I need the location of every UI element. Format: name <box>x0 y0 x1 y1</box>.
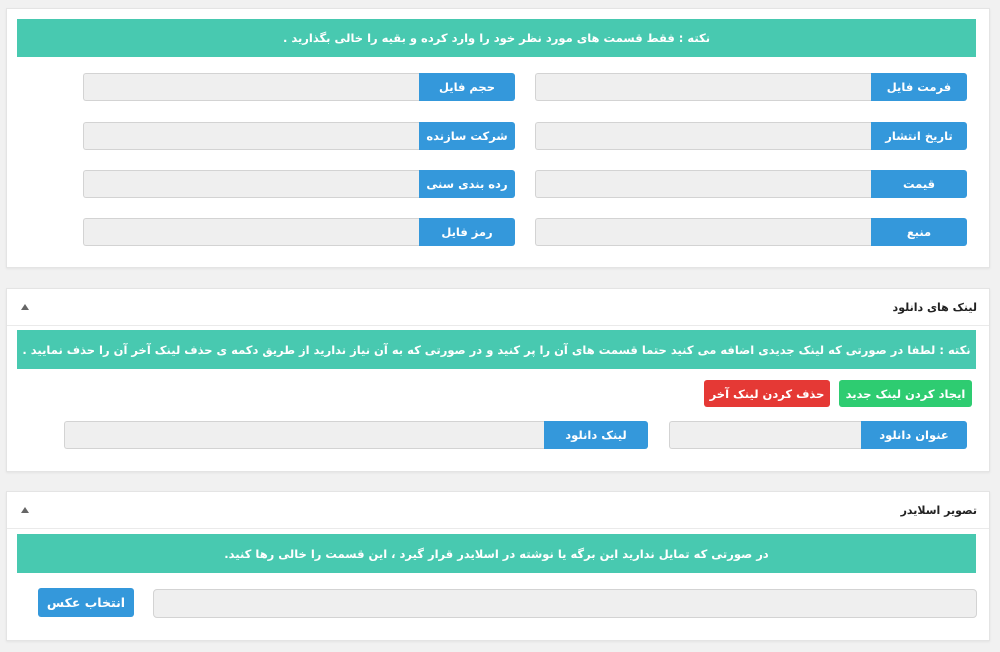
download-links-header[interactable] <box>7 289 989 326</box>
download-title-field[interactable] <box>669 421 967 449</box>
download-note <box>17 330 976 369</box>
source-input[interactable] <box>535 218 871 246</box>
price-field[interactable] <box>535 170 967 198</box>
age-rating-field[interactable] <box>83 170 515 198</box>
company-input[interactable] <box>83 122 419 150</box>
file-size-input[interactable] <box>83 73 419 101</box>
add-link-button[interactable]: ایجاد کردن لینک جدید <box>839 380 972 407</box>
company-label: شرکت سازنده <box>419 122 515 150</box>
download-links-card <box>6 288 990 472</box>
download-link-input[interactable] <box>64 421 544 449</box>
collapse-arrow-icon[interactable] <box>21 507 29 513</box>
file-password-field[interactable] <box>83 218 515 246</box>
file-size-label: حجم فایل <box>419 73 515 101</box>
download-link-label: لینک دانلود <box>544 421 648 449</box>
age-rating-label: رده بندی سنی <box>419 170 515 198</box>
source-label: منبع <box>871 218 967 246</box>
release-date-field[interactable] <box>535 122 967 150</box>
release-date-label: تاریخ انتشار <box>871 122 967 150</box>
download-note-text: نکته : لطفا در صورتی که لینک جدیدی اضافه می کنید حتما قسمت های آن را پر کنید و در صورتی که به آن نیاز ندارید از طریق دکمه ی حذف لینک آخر آن را حذف نمایید . <box>22 342 971 357</box>
release-date-input[interactable] <box>535 122 871 150</box>
collapse-arrow-icon[interactable] <box>21 304 29 310</box>
download-link-field[interactable] <box>64 421 648 449</box>
file-info-card <box>6 8 990 268</box>
download-links-title: لینک های دانلود <box>892 300 977 314</box>
info-note <box>17 19 976 57</box>
file-format-input[interactable] <box>535 73 871 101</box>
price-label: قیمت <box>871 170 967 198</box>
slider-image-card <box>6 491 990 641</box>
remove-last-link-button[interactable]: حذف کردن لینک آخر <box>704 380 830 407</box>
company-field[interactable] <box>83 122 515 150</box>
slider-image-input[interactable] <box>153 589 977 618</box>
file-size-field[interactable] <box>83 73 515 101</box>
price-input[interactable] <box>535 170 871 198</box>
info-note-text: نکته : فقط قسمت های مورد نظر خود را وارد کرده و بقیه را خالی بگذارید . <box>282 31 711 45</box>
file-format-label: فرمت فایل <box>871 73 967 101</box>
choose-image-button[interactable]: انتخاب عکس <box>38 588 134 617</box>
file-format-field[interactable] <box>535 73 967 101</box>
source-field[interactable] <box>535 218 967 246</box>
download-title-label: عنوان دانلود <box>861 421 967 449</box>
slider-image-header[interactable] <box>7 492 989 529</box>
download-title-input[interactable] <box>669 421 861 449</box>
slider-note-text: در صورتی که تمایل ندارید این برگه یا نوشته در اسلایدر قرار گیرد ، این قسمت را خالی رها کنید. <box>224 546 769 561</box>
file-password-label: رمز فایل <box>419 218 515 246</box>
age-rating-input[interactable] <box>83 170 419 198</box>
file-password-input[interactable] <box>83 218 419 246</box>
slider-image-title: تصویر اسلایدر <box>900 503 977 517</box>
slider-note <box>17 534 976 573</box>
